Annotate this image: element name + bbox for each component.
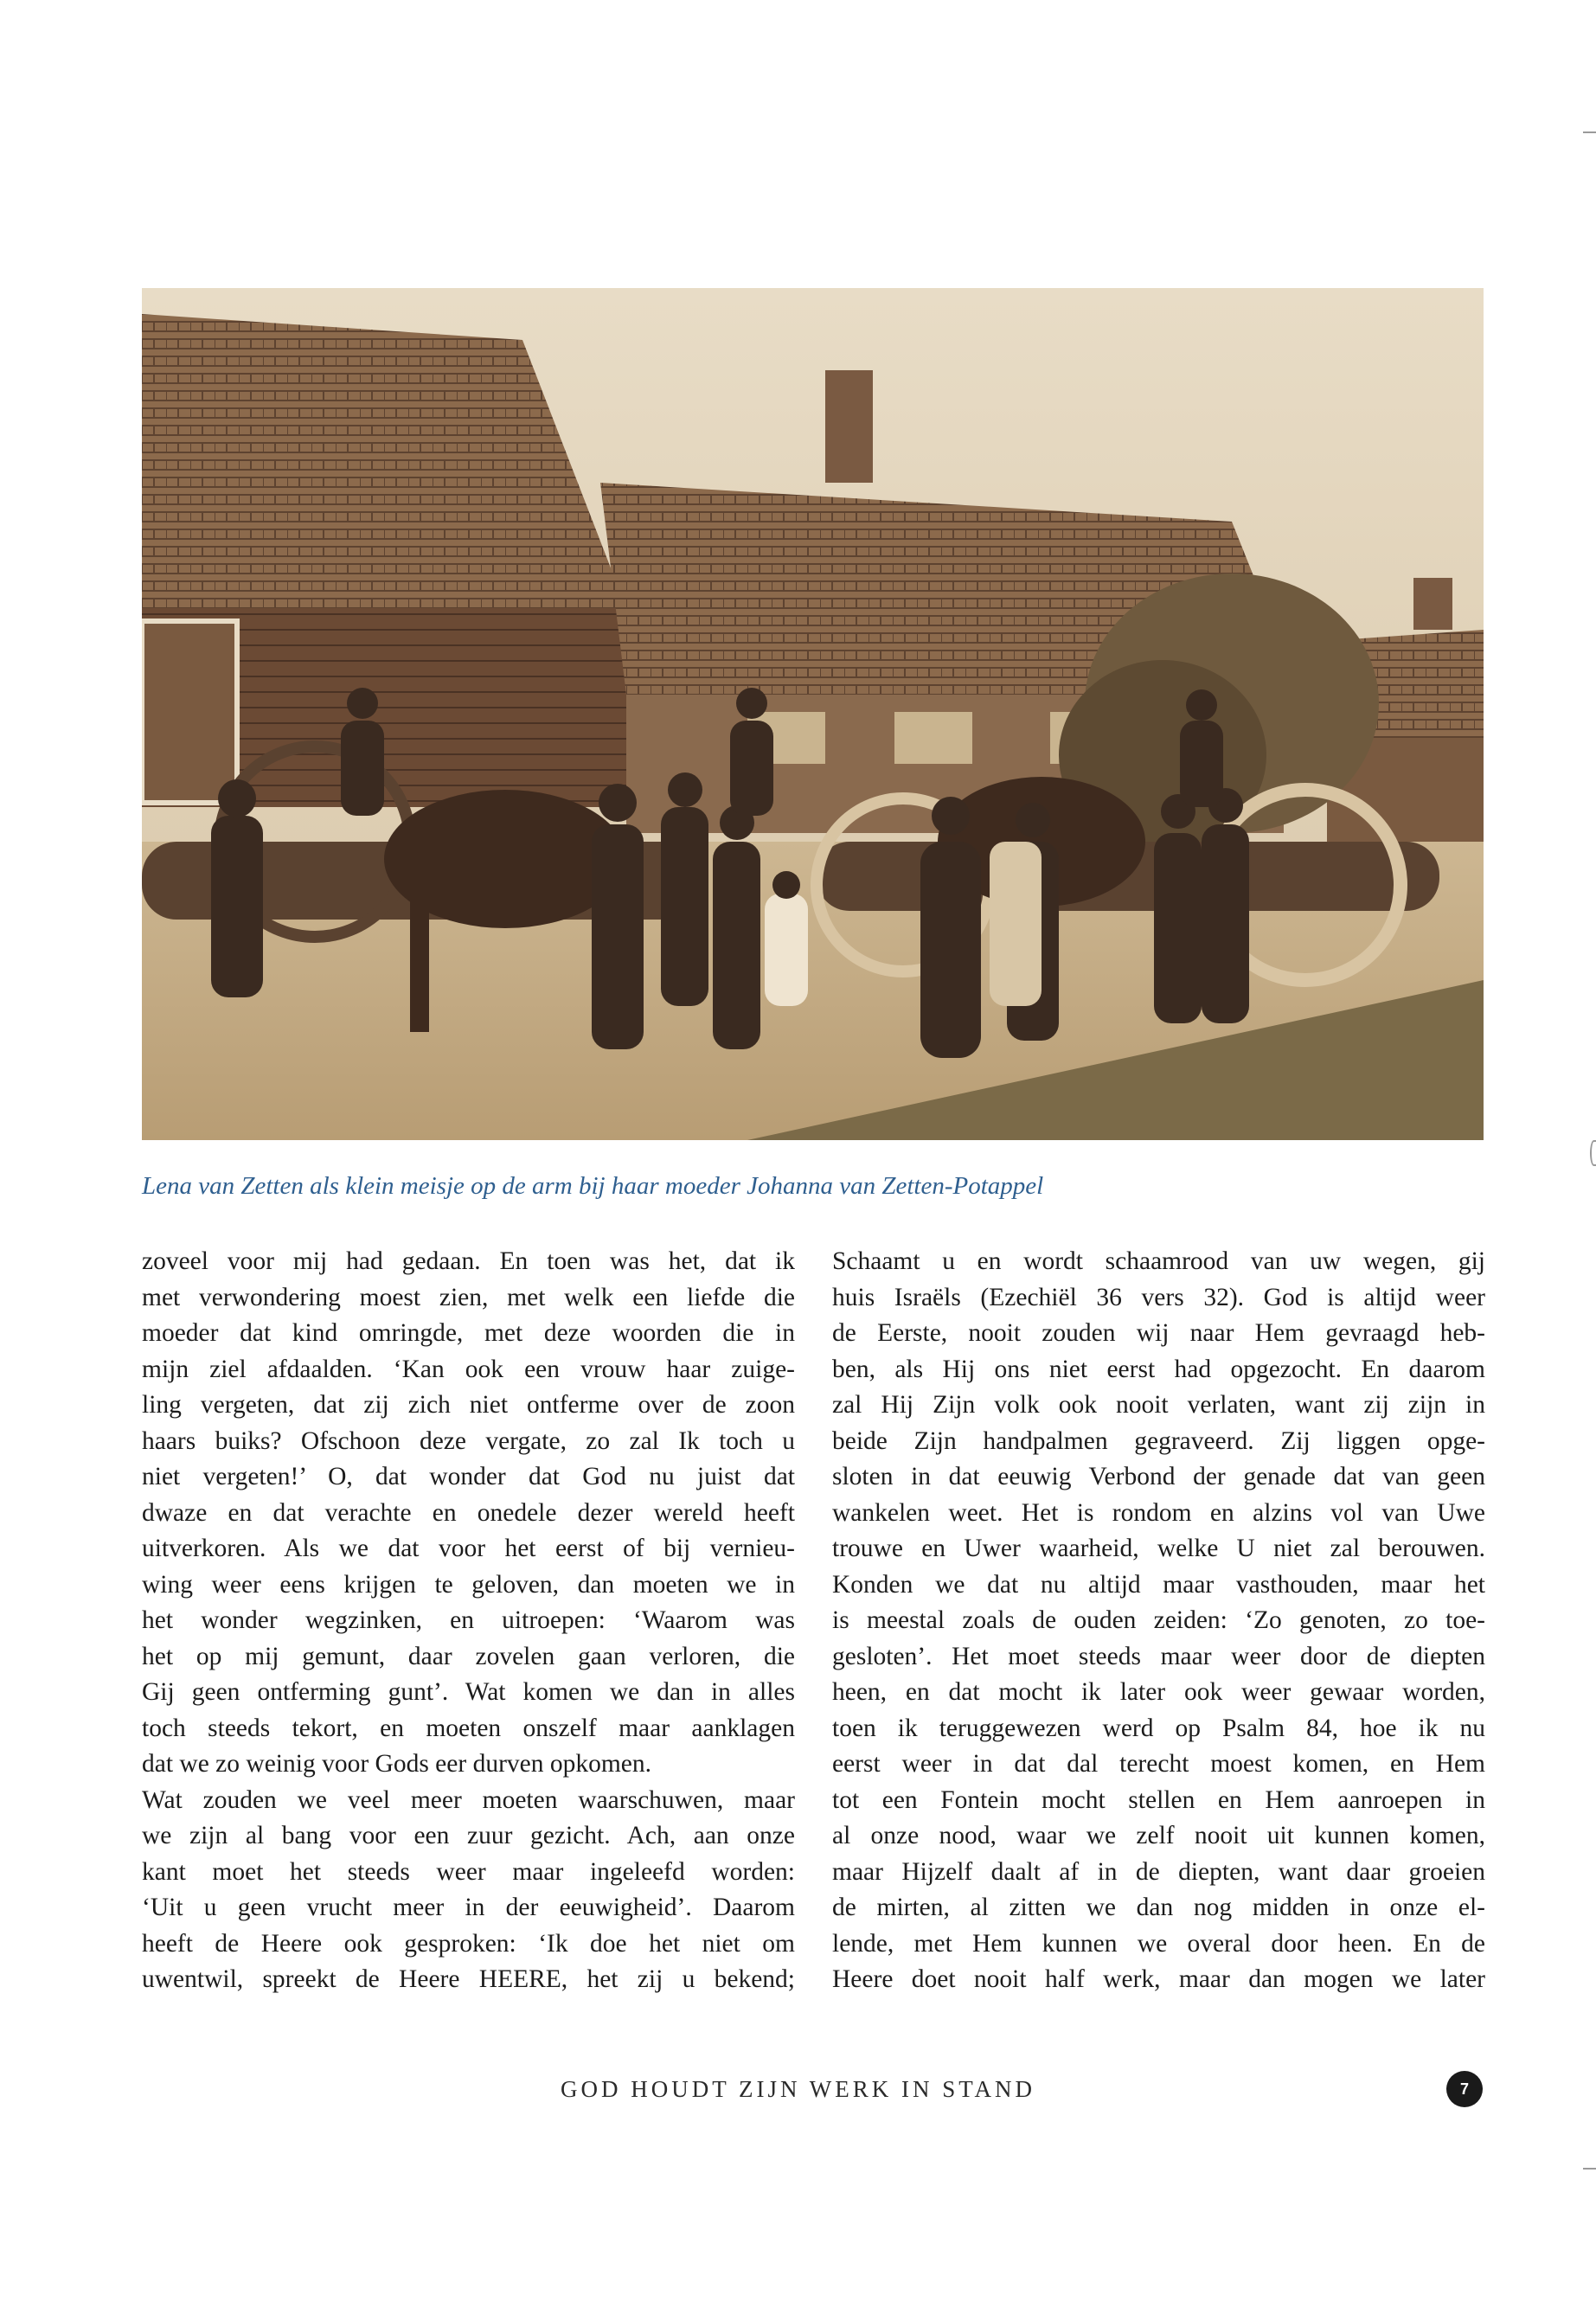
left-line: met verwondering moest zien, met welk een liefde die: [142, 1283, 795, 1311]
left-line: moeder dat kind omringde, met deze woorden die in: [142, 1319, 795, 1347]
left-line: mijn ziel afdaalden. ‘Kan ook een vrouw haar zuige-: [142, 1355, 795, 1383]
left-line: het wonder wegzinken, en uitroepen: ‘Waarom was: [142, 1606, 795, 1634]
left-column: [142, 1244, 795, 1998]
crop-mark-bottom-right: [1583, 2168, 1596, 2170]
historic-photo: [142, 288, 1484, 1140]
left-line: heeft de Heere ook gesproken: ‘Ik doe het niet om: [142, 1929, 795, 1958]
left-line: ling vergeten, dat zij zich niet ontferme over de zoon: [142, 1391, 795, 1419]
page-number: 7: [1446, 2071, 1483, 2107]
left-line: Gij geen ontferming gunt’. Wat komen we dan in alles: [142, 1678, 795, 1706]
left-line: zoveel voor mij had gedaan. En toen was het, dat ik: [142, 1247, 795, 1275]
left-line: Wat zouden we veel meer moeten waarschuwen, maar: [142, 1785, 795, 1814]
right-line: heen, en dat mocht ik later ook weer gewaar worden,: [832, 1678, 1485, 1706]
photo-caption: Lena van Zetten als klein meisje op de arm bij haar moeder Johanna van Zetten-Potappel: [142, 1172, 1044, 1200]
left-line: haars buiks? Ofschoon deze vergate, zo zal Ik toch u: [142, 1426, 795, 1455]
left-line: ‘Uit u geen vrucht meer in der eeuwigheid’. Daarom: [142, 1894, 795, 1921]
left-line: het op mij gemunt, daar zovelen gaan verloren, die: [142, 1642, 795, 1670]
right-line: Schaamt u en wordt schaamrood van uw wegen, gij: [832, 1247, 1485, 1275]
right-line: gesloten’. Het moet steeds maar weer door de diepten: [832, 1642, 1485, 1670]
right-line: maar Hijzelf daalt af in de diepten, want daar groeien: [832, 1857, 1485, 1886]
right-line: eerst weer in dat dal terecht moest komen, en Hem: [832, 1750, 1485, 1778]
right-line: huis Israëls (Ezechiël 36 vers 32). God is altijd weer: [832, 1283, 1485, 1311]
right-line: Konden we dat nu altijd maar vasthouden, maar het: [832, 1570, 1485, 1599]
right-line: de Eerste, nooit zouden wij naar Hem gevraagd heb-: [832, 1319, 1485, 1347]
right-line: ben, als Hij ons niet eerst had opgezocht. En daarom: [832, 1355, 1485, 1383]
left-line: niet vergeten!’ O, dat wonder dat God nu juist dat: [142, 1463, 795, 1490]
photo-illustration: [142, 288, 1484, 1140]
right-column: [832, 1244, 1485, 1998]
right-line: trouwe en Uwer waarheid, welke U niet zal berouwen.: [832, 1535, 1485, 1562]
crop-mark-top-right: [1583, 131, 1596, 133]
running-footer-title: GOD HOUDT ZIJN WERK IN STAND: [560, 2076, 1036, 2102]
left-line: wing weer eens krijgen te geloven, dan moeten we in: [142, 1570, 795, 1599]
right-line: wankelen weet. Het is rondom en alzins vol van Uwe: [832, 1498, 1485, 1527]
right-line: is meestal zoals de ouden zeiden: ‘Zo genoten, zo toe-: [832, 1606, 1485, 1634]
right-line: de mirten, al zitten we dan nog midden in onze el-: [832, 1894, 1485, 1921]
right-line: lende, met Hem kunnen we overal door heen. En de: [832, 1929, 1485, 1958]
left-line: toch steeds tekort, en moeten onszelf maar aanklagen: [142, 1714, 795, 1742]
right-line: sloten in dat eeuwig Verbond der genade dat van geen: [832, 1463, 1485, 1490]
right-line: zal Hij Zijn volk ook nooit verlaten, want zij zijn in: [832, 1391, 1485, 1419]
right-line: beide Zijn handpalmen gegraveerd. Zij liggen opge-: [832, 1426, 1485, 1455]
left-line: uwentwil, spreekt de Heere HEERE, het zij u bekend;: [142, 1965, 795, 1993]
right-line: tot een Fontein mocht stellen en Hem aanroepen in: [832, 1785, 1485, 1814]
right-line: toen ik teruggewezen werd op Psalm 84, hoe ik nu: [832, 1714, 1485, 1742]
registration-mark-right: [1590, 1140, 1596, 1166]
left-line: we zijn al bang voor een zuur gezicht. Ach, aan onze: [142, 1822, 795, 1849]
right-line: al onze nood, waar we zelf nooit uit kunnen komen,: [832, 1822, 1485, 1849]
left-line: kant moet het steeds weer maar ingeleefd worden:: [142, 1857, 795, 1886]
left-line: dat we zo weinig voor Gods eer durven opkomen.: [142, 1750, 652, 1778]
left-line: dwaze en dat verachte en onedele dezer wereld heeft: [142, 1498, 795, 1527]
right-line: Heere doet nooit half werk, maar dan mogen we later: [832, 1965, 1485, 1993]
left-line: uitverkoren. Als we dat voor het eerst of bij vernieu-: [142, 1535, 795, 1562]
